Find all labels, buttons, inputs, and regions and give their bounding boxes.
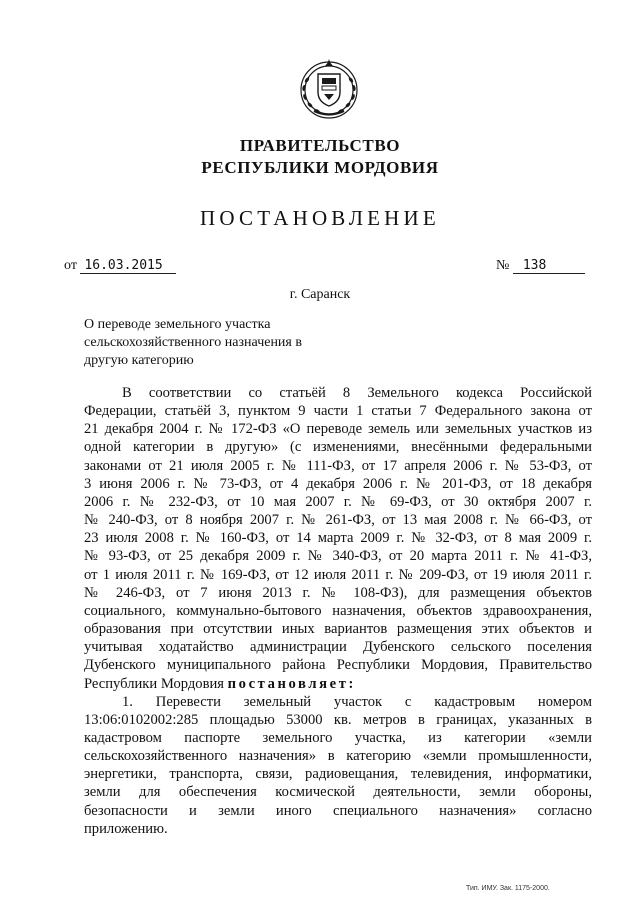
government-title-line1: ПРАВИТЕЛЬСТВО xyxy=(239,136,401,155)
decree-word: постановляет: xyxy=(227,675,356,692)
preamble-line: 3 июня 2006 г. № 73-ФЗ, от 4 декабря 2006 г. № 201-ФЗ, от 18 декабря xyxy=(84,475,592,492)
item1-line: земли для обеспечения космической деятельности, земли обороны, xyxy=(84,784,592,801)
item1-line: сельскохозяйственного назначения» в категорию «земли промышленности, xyxy=(84,748,592,765)
preamble-line: Федерации, статьёй 3, пунктом 9 части 1 статьи 7 Федерального закона от xyxy=(84,403,592,420)
preamble-line: В соответствии со статьёй 8 Земельного кодекса Российской xyxy=(122,385,592,401)
preamble-line: 2006 г. № 232-ФЗ, от 10 мая 2007 г. № 69-ФЗ, от 30 октября 2007 г. xyxy=(84,493,592,510)
preamble-line: образования при отсутствии иных вариантов размещения этих объектов и xyxy=(84,621,592,638)
preamble-line: одной категории в другую» (с изменениями, внесёнными федеральными xyxy=(84,439,592,456)
preamble-line: Дубенского муниципального района Республики Мордовия, Правительство xyxy=(84,657,592,674)
subject-line: О переводе земельного участка xyxy=(84,317,271,332)
number-field xyxy=(496,258,585,274)
date-prefix: от xyxy=(64,258,77,273)
item1-line: 1. Перевести земельный участок с кадастровым номером xyxy=(122,693,592,710)
subject-line: сельскохозяйственного назначения в xyxy=(84,335,302,350)
preamble-last-text: Республики Мордовия xyxy=(84,675,225,692)
date-field xyxy=(64,258,176,274)
document-body xyxy=(84,384,592,838)
number-value: 138 xyxy=(513,258,585,274)
preamble-line: социального, коммунально-бытового назначения, объектов здравоохранения, xyxy=(84,602,592,619)
coat-of-arms-icon xyxy=(294,56,364,122)
preamble-line: учитывая ходатайство администрации Дубенского сельского поселения xyxy=(84,639,592,656)
preamble-line: от 1 июля 2011 г. № 169-ФЗ, от 12 июля 2011 г. № 209-ФЗ, от 19 июля 2011 г. xyxy=(84,566,592,583)
city-label: г. Саранск xyxy=(289,287,351,302)
item1-line: безопасности и земли иного специального назначения» согласно xyxy=(84,802,592,819)
subject-line: другую категорию xyxy=(84,353,194,368)
document-type-title: ПОСТАНОВЛЕНИЕ xyxy=(200,206,440,230)
preamble-line: 23 июля 2008 г. № 160-ФЗ, от 14 марта 2009 г. № 32-ФЗ, от 8 мая 2009 г. xyxy=(84,530,592,547)
preamble-line: законами от 21 июля 2005 г. № 111-ФЗ, от 17 апреля 2006 г. № 53-ФЗ, от xyxy=(84,457,592,474)
number-prefix: № xyxy=(496,258,510,273)
item1-line: энергетики, транспорта, связи, радиовещания, телевидения, информатики, xyxy=(84,766,592,783)
item1-line: кадастровом паспорте земельного участка, из категории «земли xyxy=(84,729,592,746)
preamble-final-line xyxy=(84,675,592,693)
date-value: 16.03.2015 xyxy=(80,258,176,274)
item1-line: 13:06:0102002:285 площадью 53000 кв. метров в границах, указанных в xyxy=(84,711,592,728)
subject-heading xyxy=(84,316,354,370)
preamble-line: № 240-ФЗ, от 8 ноября 2007 г. № 261-ФЗ, от 13 мая 2008 г. № 66-ФЗ, от xyxy=(84,512,592,529)
preamble-line: 21 декабря 2004 г. № 172-ФЗ «О переводе земель или земельных участков из xyxy=(84,421,592,438)
preamble-line: № 93-ФЗ, от 25 декабря 2009 г. № 340-ФЗ, от 20 марта 2011 г. № 41-ФЗ, xyxy=(84,548,592,565)
item1-line: приложению. xyxy=(84,820,168,837)
printer-footer: Тип. ИМУ. Зак. 1175-2000. xyxy=(466,885,550,892)
government-title-line2: РЕСПУБЛИКИ МОРДОВИЯ xyxy=(201,158,439,177)
preamble-line: № 246-ФЗ, от 7 июня 2013 г. № 108-ФЗ), для размещения объектов xyxy=(84,584,592,601)
